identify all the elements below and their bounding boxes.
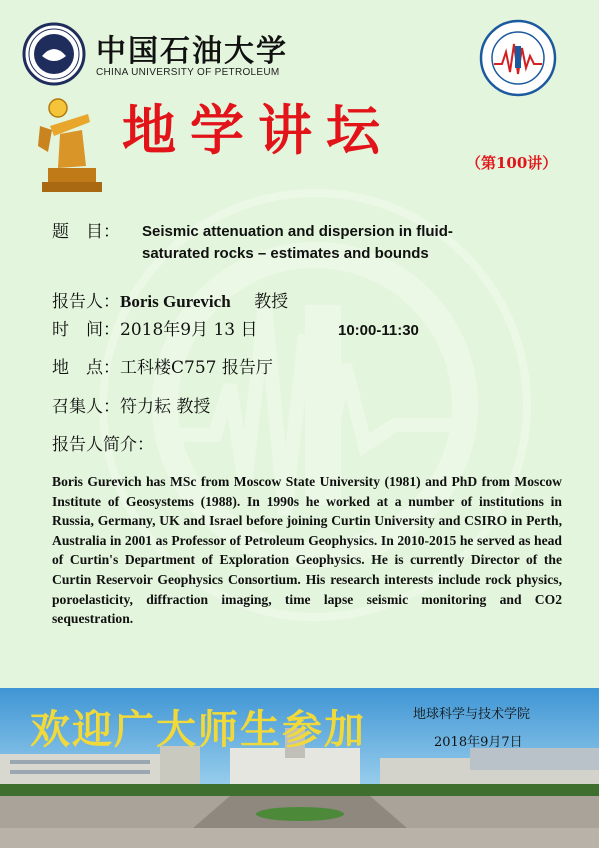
- welcome-slogan: 欢迎广大师生参加: [30, 706, 366, 753]
- forum-title: 地学讲坛: [122, 98, 394, 162]
- speaker-title: 教授: [254, 292, 289, 312]
- time-row: [52, 319, 258, 341]
- host-row: [52, 396, 210, 418]
- forum-number: （第100讲）: [466, 154, 558, 172]
- talk-time: 10:00-11:30: [338, 322, 419, 339]
- school-of-geosciences-logo-icon: [478, 18, 558, 98]
- university-name-cn: 中国石油大学: [96, 34, 288, 69]
- notice-date: 2018年9月7日: [434, 735, 523, 750]
- university-logo-icon: [22, 22, 86, 86]
- place-label: 地 点：: [52, 358, 120, 378]
- school-name: 地球科学与技术学院: [413, 707, 531, 722]
- bio-label: 报告人简介：: [52, 435, 154, 455]
- talk-title-line1: Seismic attenuation and dispersion in fluid-: [142, 223, 453, 240]
- talk-title: [142, 221, 522, 265]
- speaker-label: 报告人：: [52, 292, 120, 312]
- place-row: [52, 357, 273, 379]
- statue-emblem-icon: [30, 96, 110, 196]
- speaker-bio: Boris Gurevich has MSc from Moscow State University (1981) and PhD from Moscow Institute of Geosystems (1988). In 1990s he worked at a number of institutions in Russia, Germany, UK and Israel before joining Curtin University and CSIRO in Perth, Australia in 2001 as Professor of Petroleum Geophysics. In 2010-2015 he served as head of Curtin's Department of Exploration Geophysics. He is currently Director of the Curtin Reservoir Geophysics Consortium. His research interests include rock physics, poroelasticity, diffraction imaging, time lapse seismic monitoring and CO2 sequestration.: [52, 474, 562, 627]
- place-value: 工科楼C757 报告厅: [120, 358, 273, 378]
- talk-date: 2018年9月 13 日: [120, 320, 258, 340]
- talk-title-line2: saturated rocks – estimates and bounds: [142, 245, 429, 262]
- host-value: 符力耘 教授: [120, 397, 211, 417]
- speaker-row: [52, 291, 288, 313]
- time-label: 时 间：: [52, 320, 120, 340]
- speaker-name: Boris Gurevich: [120, 292, 231, 311]
- host-label: 召集人：: [52, 397, 120, 417]
- title-label: 题 目：: [52, 222, 120, 242]
- university-name-en: CHINA UNIVERSITY OF PETROLEUM: [96, 67, 280, 78]
